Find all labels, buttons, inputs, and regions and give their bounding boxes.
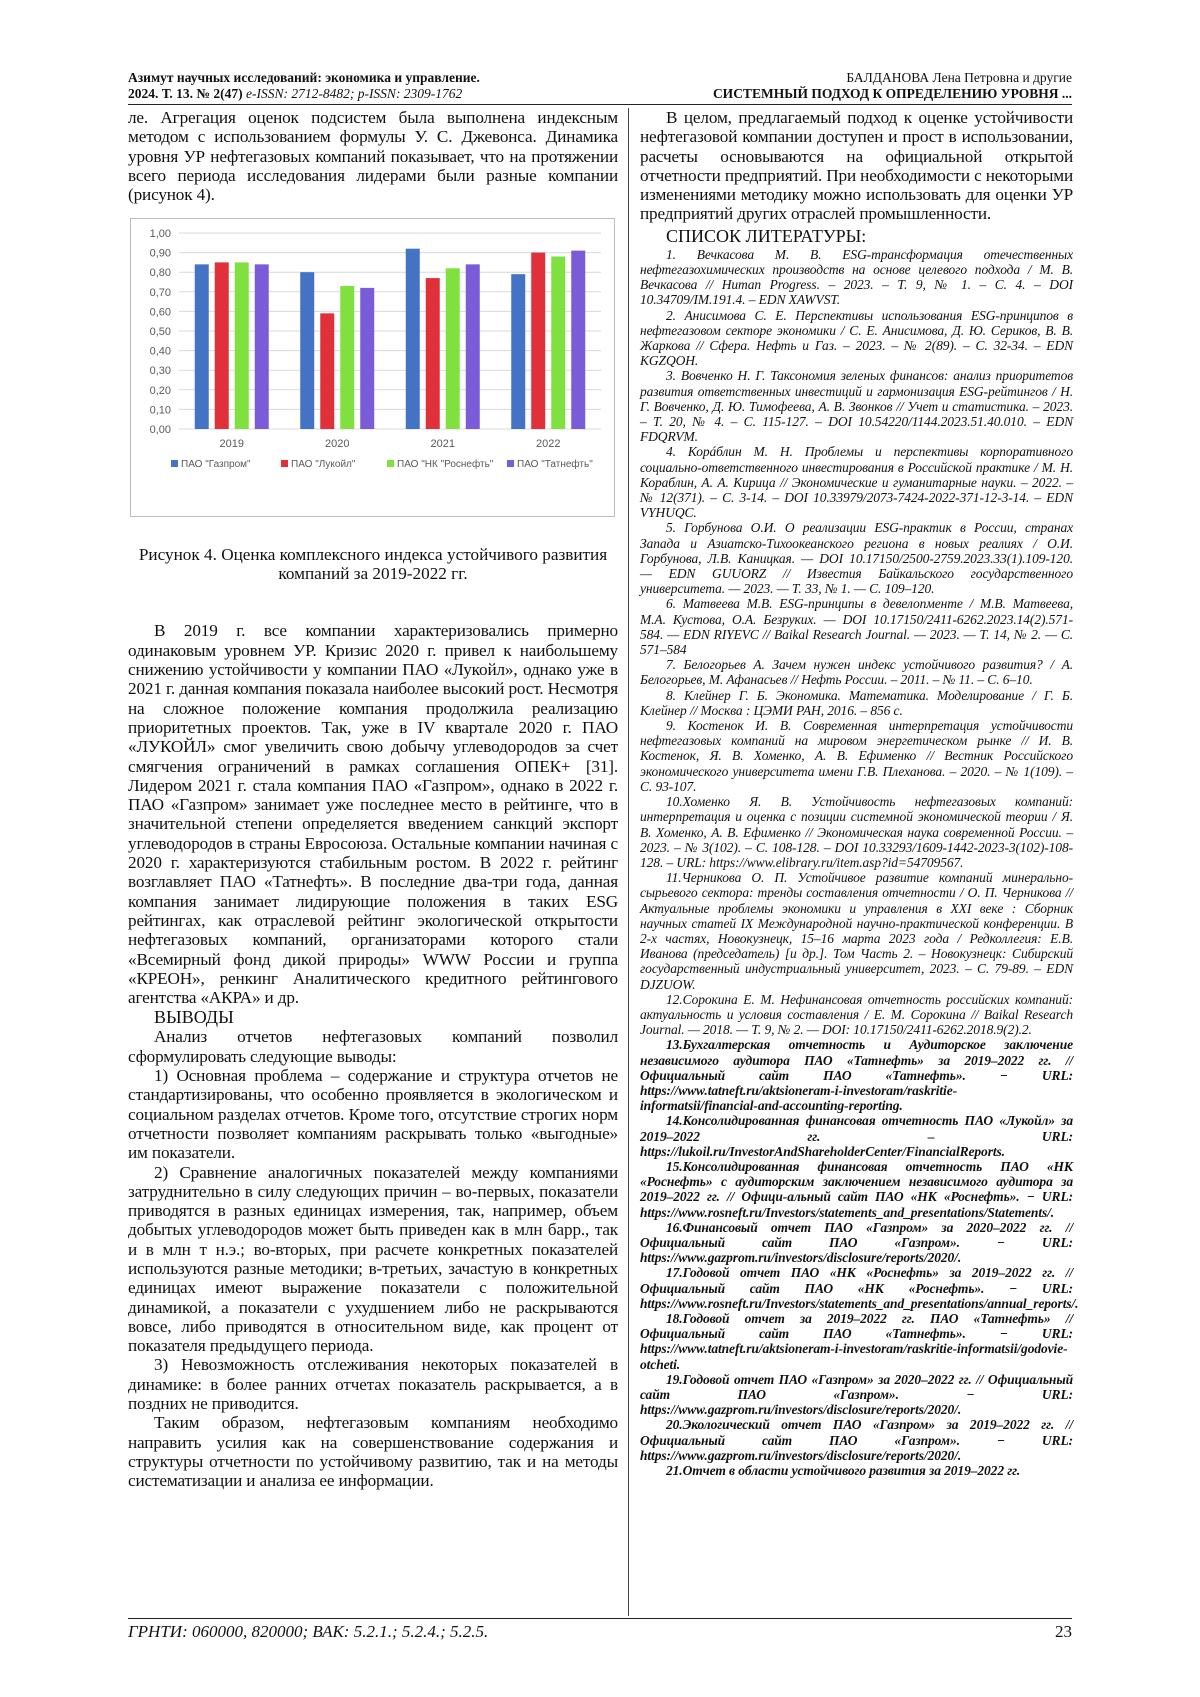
bar-2019-series-3 <box>235 263 249 430</box>
y-tick-label: 0,20 <box>149 385 171 398</box>
legend-swatch <box>387 460 394 467</box>
reference-item: 1. Вечкасова М. В. ESG-трансформация отечественных нефтегазохимических производств на основе целевого подхода / М. В. Вечкасова // Human Progress. – 2023. – Т. 9, № 1. – С. 4. – DOI 10.34709/IM.191.4. – EDN XAWVST. <box>640 246 1073 308</box>
bar-2021-series-3 <box>446 269 460 430</box>
y-tick-label: 0,30 <box>149 365 171 378</box>
reference-item: 20.Экологический отчет ПАО «Газпром» за 2019–2022 гг. // Официальный сайт ПАО «Газпром». − URL: https://www.gazprom.ru/investors/disclosure/reports/2020/. <box>640 1417 1073 1463</box>
legend-swatch <box>507 460 514 467</box>
reference-item: 6. Матвеева М.В. ESG-принципы в девелопменте / М.В. Матвеева, М.А. Кустова, О.А. Безруких. — DOI 10.17150/2411-6262.2023.14(2).571-584. — EDN RIYEVC // Baikal Research Journal. — 2023. — Т. 14, № 2. — С. 571–584 <box>640 596 1073 658</box>
reference-item: 18.Годовой отчет за 2019–2022 гг. ПАО «Татнефть» // Официальный сайт ПАО «Татнефть». − URL: https://www.tatneft.ru/aktsioneram-i-investoram/raskritie-informatsii/godovie-otcheti. <box>640 1311 1073 1372</box>
bar-2020-series-2 <box>320 314 334 430</box>
journal-title: Азимут научных исследований: экономика и управление. <box>128 70 480 85</box>
reference-item: 5. Горбунова О.И. О реализации ESG-практик в России, странах Запада и Азиатско-Тихоокеанского региона в новых реалиях / О.И. Горбунова, Л.В. Каницкая. — DOI 10.17150/2500-2759.2023.33(1).109-120. — EDN GUUORZ // Известия Байкальского государственного университета. — 2023. — Т. 33, № 1. — С. 109–120. <box>640 520 1073 597</box>
footer-rule <box>128 1618 1072 1619</box>
figure-caption: Рисунок 4. Оценка комплексного индекса устойчивого развития компаний за 2019-2022 гг. <box>138 545 608 584</box>
legend-label: ПАО "НК "Роснефть" <box>397 459 494 471</box>
final-paragraph: В целом, предлагаемый подход к оценке устойчивости нефтегазовой компании доступен и прост в использовании, расчеты основываются на официальной открытой отчетности предприятий. При необходимости с некоторыми изменениями методику можно использовать для оценки УР предприятий других отраслей промышленности. <box>640 108 1073 224</box>
bar-2019-series-2 <box>215 263 229 430</box>
reference-item: 7. Белогорьев А. Зачем нужен индекс устойчивого развития? / А. Белогорьев, М. Афанасьев // Нефть России. – 2011. – № 11. – С. 6–10. <box>640 657 1073 688</box>
figure-4-chart <box>130 218 615 517</box>
conclusion-2: 2) Сравнение аналогичных показателей между компаниями затруднительно в силу следующих причин – во-первых, показатели приводятся в разных единицах измерения, так, например, объем добытых углеводородов может быть приведен как в млн барр., так и в млн т н.э.; во-вторых, при расчете конкретных показателей используются разные методики; в-третьих, зачастую в конкретных единицах имеют выражение показатели с положительной динамикой, а показатели с ухудшением либо не раскрываются вовсе, либо приводятся в относительном виде, как процент от показателя предыдущего периода. <box>128 1162 618 1356</box>
reference-item: 17.Годовой отчет ПАО «НК «Роснефть» за 2019–2022 гг. // Официальный сайт ПАО «НК «Роснефть». − URL: https://www.rosneft.ru/Investors/statements_and_presentations/annual_reports/. <box>640 1265 1079 1311</box>
running-header <box>128 70 1072 104</box>
results-paragraph: В 2019 г. все компании характеризовались примерно одинаковым уровнем УР. Кризис 2020 г. привел к наибольшему снижению устойчивости у компании ПАО «Лукойл», однако уже в 2021 г. данная компания показала наиболее высокий рост. Несмотря на сложное положение компания продолжила реализацию приоритетных проектов. Так, уже в IV квартале 2020 г. ПАО «ЛУКОЙЛ» смог увеличить свою добычу углеводородов за счет смягчения ограничений в рамках соглашения ОПЕК+ [31]. Лидером 2021 г. стала компания ПАО «Газпром», однако в 2022 г. ПАО «Газпром» занимает уже последнее место в рейтинге, что в значительной степени определяется введением санкций экспорт углеводородов в страны Евросоюза. Остальные компании начиная с 2020 г. характеризуются стабильным ростом. В 2022 г. рейтинг возглавляет ПАО «Татнефть». В последние два-три года, данная компания занимает лидирующие положения в таких ESG рейтингах, как отраслевой рейтинг экологической открытости нефтегазовых компаний, организаторами которого стали «Всемирный фонд дикой природы» WWW России и группа «КРЕОН», ренкинг Аналитического кредитного рейтингового агентства «АКРА» и др. <box>128 621 618 1008</box>
header-rule <box>128 104 1072 105</box>
bar-2021-series-4 <box>466 265 480 430</box>
bar-2019-series-4 <box>255 265 269 430</box>
bar-2020-series-4 <box>360 288 374 429</box>
reference-item: 14.Консолидированная финансовая отчетность ПАО «Лукойл» за 2019–2022 гг. – URL: https://lukoil.ru/InvestorAndShareholderCenter/FinancialReports. <box>640 1113 1073 1159</box>
reference-item: 4. Корáблин М. Н. Проблемы и перспективы корпоративного социально-ответственного инвестирования в Российской практике / М. Н. Кораблин, А. А. Кирица // Экономические и гуманитарные науки. – 2022. – № 12(371). – С. 3-14. – DOI 10.33979/2073-7424-2022-371-12-3-14. – EDN VYHUQC. <box>640 444 1073 521</box>
bar-2022-series-4 <box>571 251 585 429</box>
bar-2021-series-1 <box>406 249 420 429</box>
bar-2022-series-3 <box>551 257 565 429</box>
conclusion-1: 1) Основная проблема – содержание и структура отчетов не стандартизированы, что особенно проявляется в экологическом и социальном разделах отчетов. Кроме того, отсутствие строгих норм отчетности позволяет компаниям раскрывать только «выгодные» им показатели. <box>128 1066 618 1163</box>
legend-label: ПАО "Газпром" <box>181 459 251 471</box>
conclusion-3: 3) Невозможность отслеживания некоторых показателей в динамике: в более ранних отчетах показатель раскрывается, а в поздних не приводится. <box>128 1355 618 1414</box>
bar-2019-series-1 <box>195 265 209 430</box>
references-list <box>640 246 1079 1479</box>
bar-2020-series-1 <box>300 273 314 430</box>
bar-2022-series-2 <box>531 253 545 429</box>
reference-item: 10.Хоменко Я. В. Устойчивость нефтегазовых компаний: интерпретация и оценка с позиции системной экономической теории / Я. В. Хоменко, А. В. Ефименко // Экономическая наука современной России. – 2023. – № 3(102). – С. 108-128. – DOI 10.33293/1609-1442-2023-3(102)-108-128. – URL: https://www.elibrary.ru/item.asp?id=54709567. <box>640 794 1073 870</box>
page-number: 23 <box>1055 1622 1072 1641</box>
reference-item: 8. Клейнер Г. Б. Экономика. Математика. Моделирование / Г. Б. Клейнер // Москва : ЦЭМИ РАН, 2016. – 856 с. <box>640 687 1073 718</box>
classification-codes: ГРНТИ: 060000, 820000; ВАК: 5.2.1.; 5.2.4.; 5.2.5. <box>128 1622 489 1641</box>
y-tick-label: 0,00 <box>149 424 171 437</box>
article-title-short: СИСТЕМНЫЙ ПОДХОД К ОПРЕДЕЛЕНИЮ УРОВНЯ ... <box>712 86 1072 101</box>
legend-swatch <box>281 460 288 467</box>
left-column <box>128 108 618 1491</box>
reference-item: 13.Бухгалтерская отчетность и Аудиторское заключение независимого аудитора ПАО «Татнефть» за 2019–2022 гг. // Официальный сайт ПАО «Татнефть». − URL: https://www.tatneft.ru/aktsioneram-i-investoram/raskritie-informatsii/financial-and-accounting-reporting. <box>640 1037 1073 1114</box>
reference-item: 19.Годовой отчет ПАО «Газпром» за 2020–2022 гг. // Официальный сайт ПАО «Газпром». − URL: https://www.gazprom.ru/investors/disclosure/reports/2020/. <box>640 1371 1073 1418</box>
journal-info <box>128 70 480 102</box>
y-tick-label: 0,90 <box>149 248 171 261</box>
reference-item: 9. Костенок И. В. Современная интерпретация устойчивости нефтегазовых компаний на мировом энергетическом рынке // И. В. Костенок, Я. В. Хоменко, А. В. Ефименко // Вестник Российского экономического университета имени Г.В. Плеханова. – 2020. – № 1(109). – С. 93-107. <box>640 718 1073 794</box>
x-tick-label: 2020 <box>325 438 350 451</box>
x-tick-label: 2021 <box>430 438 455 451</box>
conclusions-intro: Анализ отчетов нефтегазовых компаний позволил сформулировать следующие выводы: <box>128 1027 618 1066</box>
bar-2022-series-1 <box>511 275 525 430</box>
legend-label: ПАО "Лукойл" <box>291 459 356 471</box>
bar-2021-series-2 <box>426 279 440 430</box>
reference-item: 3. Вовченко Н. Г. Таксономия зеленых финансов: анализ приоритетов развития ответственных инвестиций и гармонизация ESG-рейтингов / Н. Г. Вовченко, Д. Ю. Тимофеева, А. В. Звонков // Учет и статистика. – 2023. – Т. 20, № 4. – С. 115-127. – DOI 10.54220/1144.2023.51.40.010. – EDN FDQRVM. <box>640 368 1073 445</box>
y-tick-label: 0,80 <box>149 267 171 280</box>
bar-2020-series-3 <box>340 286 354 429</box>
reference-item: 11.Черникова О. П. Устойчивое развитие компаний минерально-сырьевого сектора: тренды составления отчетности / О. П. Черникова // Актуальные проблемы экономики и управления в XXI веке : Сборник научных статей IX Международной научно-практической конференции. В 2-х частях, Новокузнецк, 15–16 марта 2023 года / Редколлегия: Е.В. Иванова (председатель) [и др.]. Том Часть 2. – Новокузнецк: Сибирский государственный индустриальный университет, 2023. – С. 79-89. – EDN DJZUOW. <box>640 870 1073 992</box>
reference-item: 16.Финансовый отчет ПАО «Газпром» за 2020–2022 гг. // Официальный сайт ПАО «Газпром». − URL: https://www.gazprom.ru/investors/disclosure/reports/2020/. <box>640 1219 1073 1266</box>
y-tick-label: 0,10 <box>149 404 171 417</box>
bar-chart <box>131 219 614 516</box>
column-divider <box>628 108 629 1616</box>
y-tick-label: 1,00 <box>149 228 171 241</box>
y-tick-label: 0,70 <box>149 287 171 300</box>
x-tick-label: 2022 <box>536 438 561 451</box>
authors: БАЛДАНОВА Лена Петровна и другие <box>846 70 1072 85</box>
references-heading: СПИСОК ЛИТЕРАТУРЫ: <box>666 225 867 246</box>
journal-issue <box>128 86 480 102</box>
x-tick-label: 2019 <box>219 438 244 451</box>
right-column <box>640 108 1079 1479</box>
y-tick-label: 0,60 <box>149 306 171 319</box>
reference-item: 12.Сорокина Е. М. Нефинансовая отчетность российских компаний: актуальность и условия составления / Е. М. Сорокина // Baikal Research Journal. — 2018. — Т. 9, № 2. — DOI: 10.17150/2411-6262.2018.9(2).2. <box>640 991 1073 1038</box>
legend-swatch <box>171 460 178 467</box>
legend-label: ПАО "Татнефть" <box>517 459 593 471</box>
reference-item: 15.Консолидированная финансовая отчетность ПАО «НК «Роснефть» с аудиторским заключением независимого аудитора за 2019–2022 гг. // Офици-альный сайт ПАО «НК «Роснефть». − URL: https://www.rosneft.ru/Investors/statements_and_presentations/Statements/. <box>640 1158 1073 1220</box>
issn: e-ISSN: 2712-8482; p-ISSN: 2309-1762 <box>242 86 463 101</box>
article-info <box>713 70 1072 102</box>
section-heading-conclusions: ВЫВОДЫ <box>154 1007 234 1028</box>
y-tick-label: 0,50 <box>149 326 171 339</box>
issue-number: 2024. Т. 13. № 2(47) <box>128 86 243 101</box>
intro-paragraph: ле. Агрегация оценок подсистем была выполнена индексным методом с использованием формулы У. С. Джевонса. Динамика уровня УР нефтегазовых компаний показывает, что на протяжении всего периода исследования лидерами были разные компании (рисунок 4). <box>128 108 618 205</box>
y-tick-label: 0,40 <box>149 346 171 359</box>
reference-item: 2. Анисимова С. Е. Перспективы использования ESG-принципов в нефтегазовом секторе экономики / С. Е. Анисимова, Д. Ю. Сериков, В. В. Жаркова // Сфера. Нефть и Газ. – 2023. – № 2(89). – С. 32-34. – EDN KGZQOH. <box>640 307 1073 369</box>
conclusion-summary: Таким образом, нефтегазовым компаниям необходимо направить усилия как на совершенствование содержания и структуры отчетности по устойчивому развитию, так и на методы систематизации и анализа ее информации. <box>128 1413 618 1491</box>
reference-item: 21.Отчет в области устойчивого развития за 2019–2022 гг. <box>666 1463 1021 1479</box>
